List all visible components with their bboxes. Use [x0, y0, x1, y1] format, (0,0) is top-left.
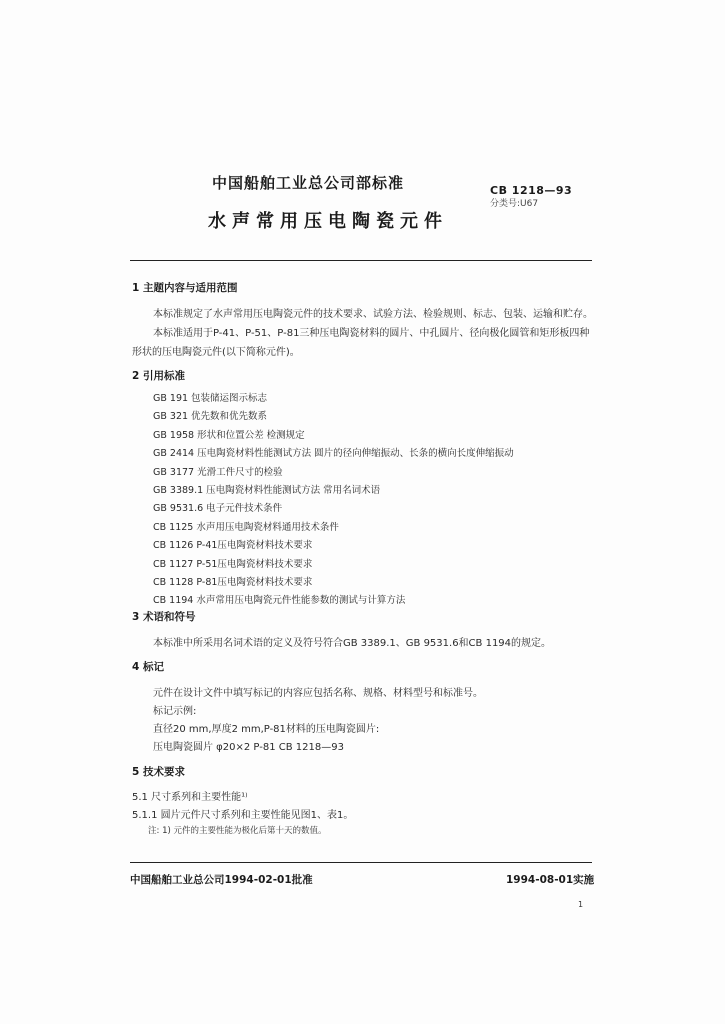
section-2-heading: 2 引用标准: [132, 370, 185, 382]
section-3-para: 本标准中所采用名词术语的定义及符号符合GB 3389.1、GB 9531.6和CB 1194的规定。: [153, 638, 552, 649]
reference-item: GB 9531.6 电子元件技术条件: [153, 503, 283, 515]
implementation-date: 1994-08-01实施: [506, 874, 595, 886]
section-5-1-1: 5.1.1 圆片元件尺寸系列和主要性能见图1、表1。: [132, 810, 354, 821]
section-4-line-2: 标记示例:: [153, 706, 197, 717]
org-standard-title: 中国船舶工业总公司部标准: [212, 174, 405, 192]
section-1-para-1: 本标准规定了水声常用压电陶瓷元件的技术要求、试验方法、检验规则、标志、包装、运输和贮存。: [153, 309, 593, 320]
reference-item: CB 1127 P-51压电陶瓷材料技术要求: [153, 558, 313, 570]
standard-code: CB 1218—93: [490, 184, 573, 197]
header-divider: [130, 260, 592, 261]
footer-divider: [130, 862, 592, 863]
section-4-line-1: 元件在设计文件中填写标记的内容应包括名称、规格、材料型号和标准号。: [153, 688, 483, 699]
section-4-line-3: 直径20 mm,厚度2 mm,P-81材料的压电陶瓷圆片:: [153, 724, 380, 735]
section-5-1: 5.1 尺寸系列和主要性能¹⁾: [132, 792, 248, 803]
section-4-line-4: 压电陶瓷圆片 φ20×2 P-81 CB 1218—93: [153, 742, 344, 753]
reference-item: GB 3177 光滑工件尺寸的检验: [153, 466, 283, 478]
document-title: 水声常用压电陶瓷元件: [208, 211, 448, 232]
section-5-heading: 5 技术要求: [132, 766, 185, 778]
reference-item: GB 1958 形状和位置公差 检测规定: [153, 429, 305, 441]
approval-line: 中国船舶工业总公司1994-02-01批准: [130, 874, 313, 886]
reference-item: GB 321 优先数和优先数系: [153, 411, 268, 423]
section-1-para-2-line-2: 形状的压电陶瓷元件(以下简称元件)。: [132, 347, 300, 358]
reference-item: GB 3389.1 压电陶瓷材料性能测试方法 常用名词术语: [153, 484, 381, 496]
section-4-heading: 4 标记: [132, 661, 164, 673]
section-5-note: 注: 1) 元件的主要性能为极化后第十天的数值。: [148, 826, 327, 836]
classification-code: 分类号:U67: [490, 199, 539, 209]
reference-item: CB 1194 水声常用压电陶瓷元件性能参数的测试与计算方法: [153, 595, 406, 607]
reference-item: CB 1128 P-81压电陶瓷材料技术要求: [153, 576, 313, 588]
reference-item: CB 1125 水声用压电陶瓷材料通用技术条件: [153, 521, 339, 533]
reference-item: CB 1126 P-41压电陶瓷材料技术要求: [153, 540, 313, 552]
section-1-para-2-line-1: 本标准适用于P-41、P-51、P-81三种压电陶瓷材料的圆片、中孔圆片、径向极化圆管和矩形板四种: [153, 328, 590, 339]
reference-list: [153, 390, 514, 611]
section-3-heading: 3 术语和符号: [132, 611, 196, 623]
section-1-heading: 1 主题内容与适用范围: [132, 282, 238, 294]
reference-item: GB 191 包装储运图示标志: [153, 393, 268, 404]
page-number: 1: [578, 900, 584, 909]
reference-item: GB 2414 压电陶瓷材料性能测试方法 圆片的径向伸缩振动、长条的横向长度伸缩振动: [153, 448, 514, 460]
